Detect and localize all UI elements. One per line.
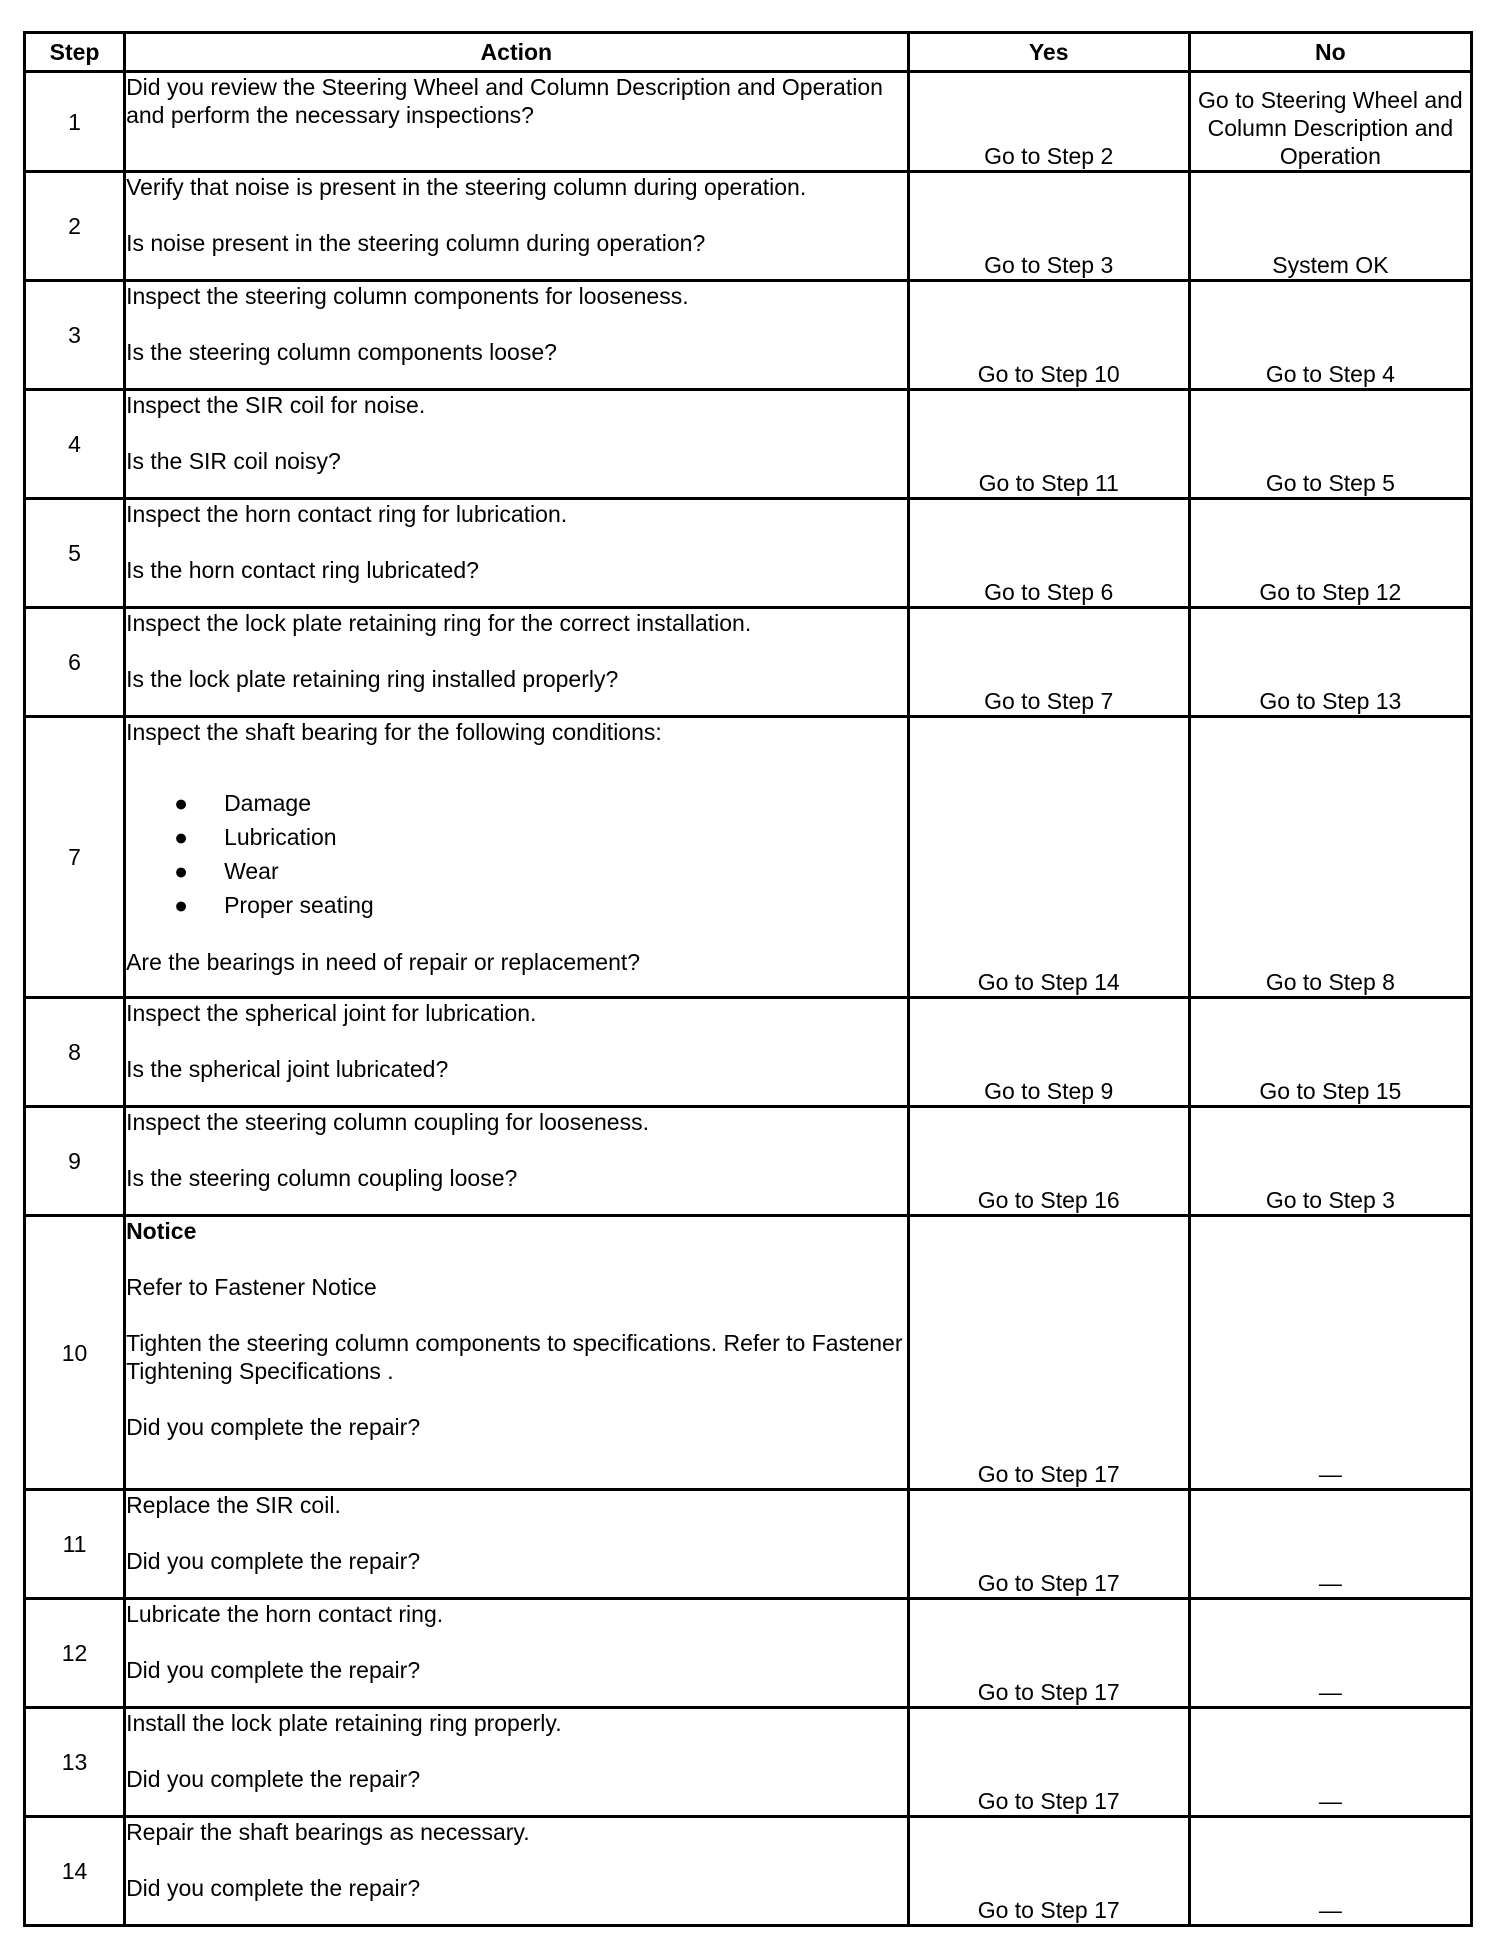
no-cell: Go to Step 12 bbox=[1189, 499, 1471, 608]
action-cell bbox=[125, 998, 909, 1107]
yes-cell: Go to Step 9 bbox=[908, 998, 1189, 1107]
no-cell: Go to Step 13 bbox=[1189, 608, 1471, 717]
action-question: Did you complete the repair? bbox=[126, 1414, 421, 1440]
action-question: Did you complete the repair? bbox=[126, 1875, 421, 1901]
table-row bbox=[25, 1599, 1472, 1708]
action-text: Replace the SIR coil. bbox=[126, 1492, 341, 1518]
bullet-icon: ● bbox=[174, 790, 188, 816]
list-item: ● Wear bbox=[174, 854, 907, 888]
table-row bbox=[25, 1817, 1472, 1926]
step-number: 6 bbox=[25, 608, 125, 717]
no-cell: Go to Step 3 bbox=[1189, 1107, 1471, 1216]
table-row bbox=[25, 1216, 1472, 1490]
notice-reference: Refer to Fastener Notice bbox=[126, 1274, 377, 1300]
action-cell bbox=[125, 281, 909, 390]
header-row bbox=[25, 33, 1472, 72]
yes-cell: Go to Step 6 bbox=[908, 499, 1189, 608]
notice-title: Notice bbox=[126, 1218, 197, 1244]
yes-cell: Go to Step 16 bbox=[908, 1107, 1189, 1216]
step-number: 14 bbox=[25, 1817, 125, 1926]
step-number: 2 bbox=[25, 172, 125, 281]
bullet-icon: ● bbox=[174, 824, 188, 850]
table-row bbox=[25, 172, 1472, 281]
step-number: 9 bbox=[25, 1107, 125, 1216]
table-row bbox=[25, 72, 1472, 172]
action-text: Inspect the steering column components for looseness. bbox=[126, 283, 689, 309]
action-question: Is the spherical joint lubricated? bbox=[126, 1056, 449, 1082]
no-cell: — bbox=[1189, 1599, 1471, 1708]
table-row bbox=[25, 717, 1472, 998]
yes-cell: Go to Step 17 bbox=[908, 1490, 1189, 1599]
action-cell bbox=[125, 499, 909, 608]
step-number: 13 bbox=[25, 1708, 125, 1817]
yes-cell: Go to Step 17 bbox=[908, 1817, 1189, 1926]
no-cell: — bbox=[1189, 1708, 1471, 1817]
action-question: Is the SIR coil noisy? bbox=[126, 448, 341, 474]
no-cell: Go to Step 15 bbox=[1189, 998, 1471, 1107]
action-cell bbox=[125, 72, 909, 172]
action-cell bbox=[125, 1490, 909, 1599]
list-item: ● Lubrication bbox=[174, 820, 907, 854]
list-item: ● Damage bbox=[174, 786, 907, 820]
no-cell: System OK bbox=[1189, 172, 1471, 281]
action-text: Inspect the spherical joint for lubrication. bbox=[126, 1000, 537, 1026]
table-row bbox=[25, 998, 1472, 1107]
action-question: Did you complete the repair? bbox=[126, 1657, 421, 1683]
action-text: Install the lock plate retaining ring properly. bbox=[126, 1710, 562, 1736]
step-number: 11 bbox=[25, 1490, 125, 1599]
table-row bbox=[25, 499, 1472, 608]
yes-cell: Go to Step 17 bbox=[908, 1216, 1189, 1490]
action-cell bbox=[125, 1708, 909, 1817]
action-text: Inspect the steering column coupling for looseness. bbox=[126, 1109, 649, 1135]
step-number: 1 bbox=[25, 72, 125, 172]
yes-cell: Go to Step 10 bbox=[908, 281, 1189, 390]
action-question: Is the lock plate retaining ring installed properly? bbox=[126, 666, 619, 692]
yes-cell: Go to Step 17 bbox=[908, 1708, 1189, 1817]
table-row bbox=[25, 390, 1472, 499]
no-cell: — bbox=[1189, 1490, 1471, 1599]
action-cell bbox=[125, 1599, 909, 1708]
yes-cell: Go to Step 2 bbox=[908, 72, 1189, 172]
table-row bbox=[25, 1107, 1472, 1216]
action-question: Is the steering column coupling loose? bbox=[126, 1165, 518, 1191]
header-step: Step bbox=[25, 33, 125, 72]
header-action: Action bbox=[125, 33, 909, 72]
step-number: 12 bbox=[25, 1599, 125, 1708]
table-row bbox=[25, 1708, 1472, 1817]
action-question: Is the horn contact ring lubricated? bbox=[126, 557, 479, 583]
no-cell: Go to Steering Wheel and Column Description and Operation bbox=[1189, 72, 1471, 172]
bullet-icon: ● bbox=[174, 892, 188, 918]
yes-cell: Go to Step 7 bbox=[908, 608, 1189, 717]
action-cell bbox=[125, 717, 909, 998]
action-cell bbox=[125, 608, 909, 717]
action-cell bbox=[125, 1216, 909, 1490]
action-text: Inspect the lock plate retaining ring for the correct installation. bbox=[126, 610, 752, 636]
no-cell: Go to Step 8 bbox=[1189, 717, 1471, 998]
yes-cell: Go to Step 3 bbox=[908, 172, 1189, 281]
action-cell bbox=[125, 172, 909, 281]
step-number: 7 bbox=[25, 717, 125, 998]
action-text: Did you review the Steering Wheel and Column Description and Operation and perform the necessary inspections? bbox=[126, 74, 883, 128]
conditions-list bbox=[126, 786, 907, 922]
action-text: Inspect the SIR coil for noise. bbox=[126, 392, 426, 418]
action-text: Inspect the shaft bearing for the following conditions: bbox=[126, 719, 662, 745]
no-cell: Go to Step 4 bbox=[1189, 281, 1471, 390]
list-item: ● Proper seating bbox=[174, 888, 907, 922]
action-cell bbox=[125, 1817, 909, 1926]
action-text: Verify that noise is present in the steering column during operation. bbox=[126, 174, 807, 200]
table-row bbox=[25, 608, 1472, 717]
table-row bbox=[25, 281, 1472, 390]
action-question: Did you complete the repair? bbox=[126, 1548, 421, 1574]
no-cell: Go to Step 5 bbox=[1189, 390, 1471, 499]
action-question: Is the steering column components loose? bbox=[126, 339, 557, 365]
action-text: Inspect the horn contact ring for lubrication. bbox=[126, 501, 568, 527]
bullet-icon: ● bbox=[174, 858, 188, 884]
header-yes: Yes bbox=[908, 33, 1189, 72]
table-row bbox=[25, 1490, 1472, 1599]
step-number: 8 bbox=[25, 998, 125, 1107]
action-text: Repair the shaft bearings as necessary. bbox=[126, 1819, 530, 1845]
step-number: 5 bbox=[25, 499, 125, 608]
action-text: Lubricate the horn contact ring. bbox=[126, 1601, 444, 1627]
yes-cell: Go to Step 14 bbox=[908, 717, 1189, 998]
step-number: 3 bbox=[25, 281, 125, 390]
action-question: Did you complete the repair? bbox=[126, 1766, 421, 1792]
action-question: Are the bearings in need of repair or replacement? bbox=[126, 949, 641, 975]
diagnostic-table bbox=[23, 31, 1473, 1927]
no-cell: — bbox=[1189, 1817, 1471, 1926]
no-cell: — bbox=[1189, 1216, 1471, 1490]
action-cell bbox=[125, 1107, 909, 1216]
action-question: Is noise present in the steering column during operation? bbox=[126, 230, 706, 256]
action-text: Tighten the steering column components to specifications. Refer to Fastener Tightening Specifications . bbox=[126, 1330, 903, 1384]
step-number: 10 bbox=[25, 1216, 125, 1490]
step-number: 4 bbox=[25, 390, 125, 499]
yes-cell: Go to Step 11 bbox=[908, 390, 1189, 499]
header-no: No bbox=[1189, 33, 1471, 72]
yes-cell: Go to Step 17 bbox=[908, 1599, 1189, 1708]
action-cell bbox=[125, 390, 909, 499]
